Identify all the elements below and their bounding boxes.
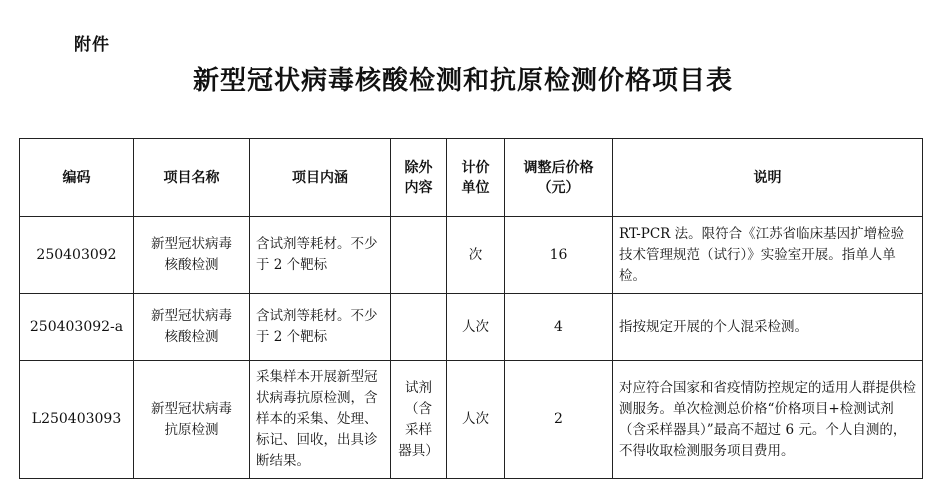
cell-item-content: 采集样本开展新型冠状病毒抗原检测，含样本的采集、处理、标记、回收，出具诊断结果。 <box>250 361 391 479</box>
cell-note: 指按规定开展的个人混采检测。 <box>613 294 923 361</box>
header-code: 编码 <box>20 139 134 217</box>
header-price: 调整后价格 （元） <box>505 139 613 217</box>
cell-item-name: 新型冠状病毒 抗原检测 <box>134 361 250 479</box>
cell-code: 250403092 <box>20 217 134 294</box>
table-header-row <box>20 139 923 217</box>
header-unit: 计价 单位 <box>447 139 505 217</box>
cell-unit: 人次 <box>447 361 505 479</box>
header-item-name: 项目名称 <box>134 139 250 217</box>
attachment-label: 附件 <box>74 35 110 55</box>
cell-price: 16 <box>505 217 613 294</box>
header-excluded: 除外 内容 <box>391 139 447 217</box>
cell-note: RT-PCR 法。限符合《江苏省临床基因扩增检验技术管理规范（试行）》实验室开展。指单人单检。 <box>613 217 923 294</box>
cell-excluded <box>391 217 447 294</box>
cell-code: L250403093 <box>20 361 134 479</box>
cell-unit: 人次 <box>447 294 505 361</box>
header-note: 说明 <box>613 139 923 217</box>
cell-excluded <box>391 294 447 361</box>
cell-item-name: 新型冠状病毒 核酸检测 <box>134 217 250 294</box>
cell-excluded: 试剂 （含 采样 器具） <box>391 361 447 479</box>
cell-price: 2 <box>505 361 613 479</box>
document-title: 新型冠状病毒核酸检测和抗原检测价格项目表 <box>192 66 733 96</box>
cell-unit: 次 <box>447 217 505 294</box>
price-table <box>19 138 923 479</box>
cell-price: 4 <box>505 294 613 361</box>
cell-note: 对应符合国家和省疫情防控规定的适用人群提供检测服务。单次检测总价格“价格项目+检测试剂（含采样器具）”最高不超过 6 元。个人自测的，不得收取检测服务项目费用。 <box>613 361 923 479</box>
header-item-content: 项目内涵 <box>250 139 391 217</box>
cell-item-content: 含试剂等耗材。不少于 2 个靶标 <box>250 217 391 294</box>
table-row <box>20 294 923 361</box>
table-row <box>20 361 923 479</box>
cell-code: 250403092-a <box>20 294 134 361</box>
table-row <box>20 217 923 294</box>
cell-item-content: 含试剂等耗材。不少于 2 个靶标 <box>250 294 391 361</box>
cell-item-name: 新型冠状病毒 核酸检测 <box>134 294 250 361</box>
